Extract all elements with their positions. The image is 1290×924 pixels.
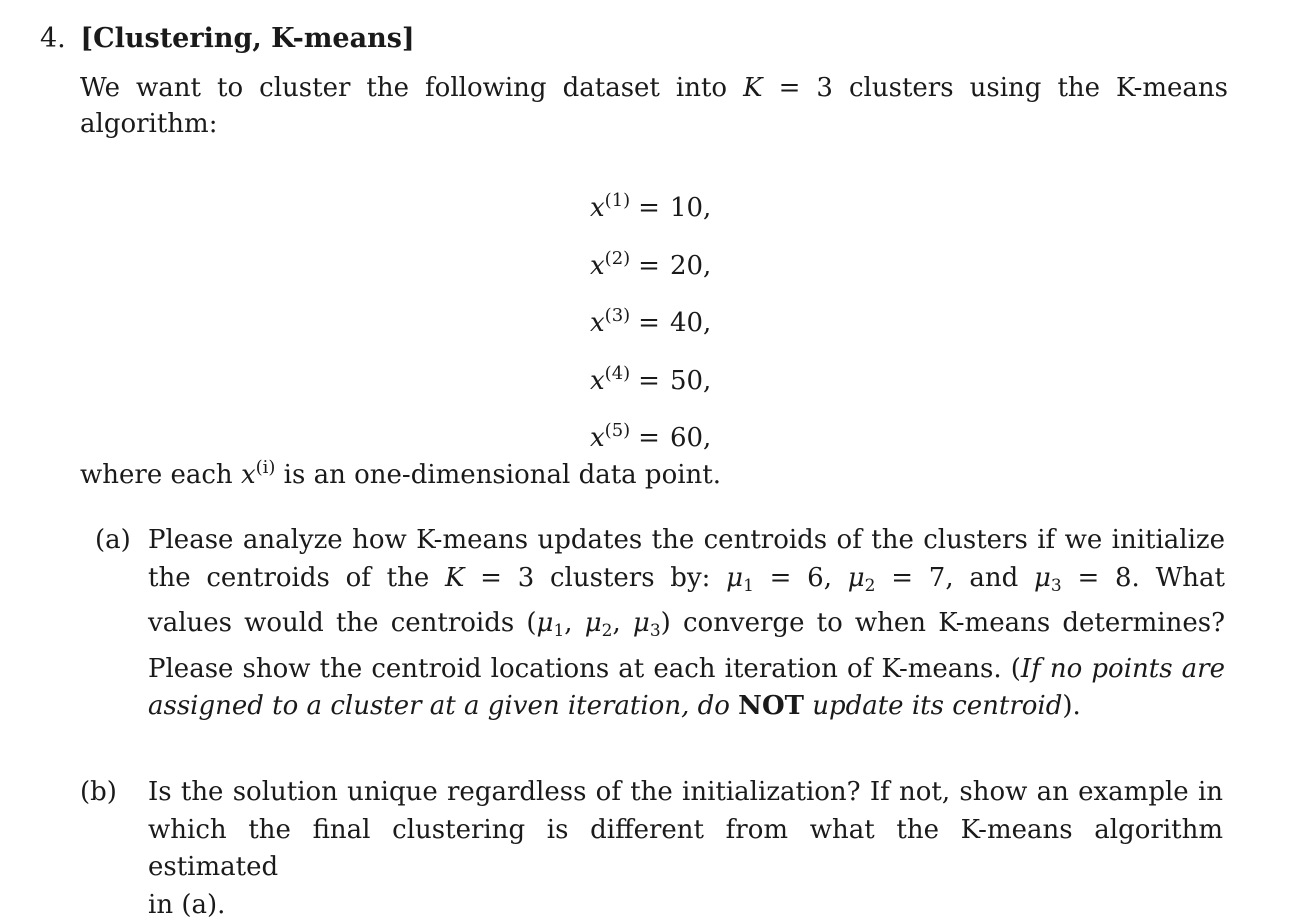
data-point-note: where each $x^{(i)}$ is an one-dimensional data point. (80, 457, 722, 490)
part-a-label: (a) (95, 525, 131, 555)
intro-line-2: algorithm: (80, 109, 218, 139)
intro-line-1: We want to cluster the following dataset into K = 3 clusters using the K-means (80, 73, 1229, 103)
dataset-row: $x^{(1)} = 10$, (590, 190, 712, 223)
part-a-text: Please analyze how K-means updates the centroids of the clusters if we initialize the centroids of the K = 3 clusters by: $\mu_1 = 6$, $\mu_2 = 7$, and $\mu_3 = 8$. What values would the centroids ($\mu_1$, $\mu_2$, $\mu_3$) converge to when K-means determines? Please show the centroid locations at each iteration of K-means. (If no points are assigned to a cluster at a given iteration, do NOT update its centroid). (148, 525, 1226, 721)
question-heading (40, 22, 415, 56)
dataset-row: $x^{(3)} = 40$, (590, 305, 712, 338)
dataset-row: $x^{(5)} = 60$, (590, 420, 712, 453)
intro-paragraph (80, 70, 1228, 142)
dataset-row: $x^{(4)} = 50$, (590, 362, 712, 396)
part-b (80, 774, 1230, 920)
part-b-label: (b) (80, 777, 117, 807)
dataset-equations (590, 176, 711, 464)
question-title: [Clustering, K-means] (80, 23, 415, 54)
part-a (95, 522, 1230, 721)
dataset-row: $x^{(2)} = 20$, (590, 247, 712, 281)
question-number: 4. (40, 23, 66, 54)
part-b-text: Is the solution unique regardless of the initialization? If not, show an example in which the final clustering is different from what the K-means algorithm estimated in (a). (148, 777, 1223, 920)
